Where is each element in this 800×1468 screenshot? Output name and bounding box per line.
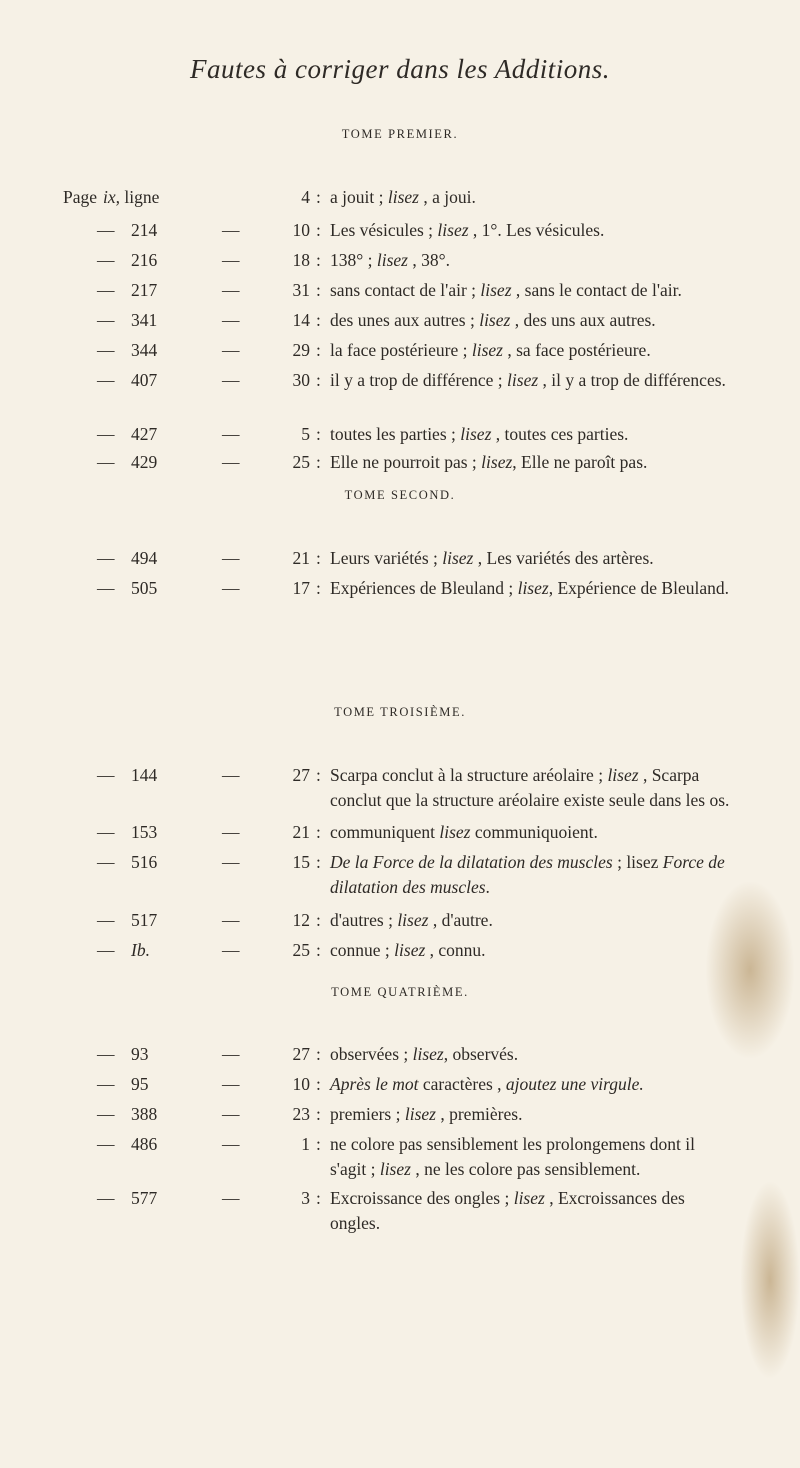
dash: —	[222, 910, 240, 930]
line-number: 30	[292, 370, 310, 390]
dash: —	[222, 1044, 240, 1064]
dash: —	[222, 940, 240, 960]
dash: —	[97, 822, 115, 842]
separator: :	[316, 852, 321, 872]
separator: :	[316, 1044, 321, 1064]
title-text: Fautes à corriger dans les Additions.	[190, 54, 610, 84]
line-number: 1	[301, 1134, 310, 1154]
separator: :	[316, 310, 321, 330]
page-number: 217	[131, 280, 158, 300]
page-number: 429	[131, 452, 158, 472]
separator: :	[316, 187, 321, 207]
correction-text: De la Force de la dilatation des muscles ; lisez Force de dilatation des muscles.	[330, 852, 725, 897]
line-number: 29	[292, 340, 310, 360]
dash: —	[97, 940, 115, 960]
line-number: 10	[292, 1074, 310, 1094]
line-number: 25	[292, 940, 310, 960]
page-number: 427	[131, 424, 158, 444]
correction-text: des unes aux autres ; lisez , des uns aux autres.	[330, 310, 656, 330]
dash: —	[97, 548, 115, 568]
dash: —	[222, 452, 240, 472]
dash: —	[97, 220, 115, 240]
dash: —	[222, 1134, 240, 1154]
separator: :	[316, 280, 321, 300]
dash: —	[222, 1104, 240, 1124]
dash: —	[97, 424, 115, 444]
separator: :	[316, 452, 321, 472]
correction-text: Leurs variétés ; lisez , Les variétés des artères.	[330, 548, 654, 568]
page-number: 153	[131, 822, 158, 842]
correction-text: Après le mot caractères , ajoutez une virgule.	[330, 1074, 644, 1094]
page-number: 95	[131, 1074, 149, 1094]
dash: —	[222, 310, 240, 330]
line-number: 5	[301, 424, 310, 444]
page-number: 516	[131, 852, 158, 872]
correction-text: connue ; lisez , connu.	[330, 940, 486, 960]
dash: —	[97, 578, 115, 598]
page-number: 505	[131, 578, 158, 598]
correction-text: sans contact de l'air ; lisez , sans le contact de l'air.	[330, 280, 682, 300]
page-number: 407	[131, 370, 158, 390]
separator: :	[316, 910, 321, 930]
line-number: 18	[292, 250, 310, 270]
line-number: 25	[292, 452, 310, 472]
page-number: 344	[131, 340, 158, 360]
section-heading: TOME SECOND.	[344, 488, 456, 502]
correction-text: Scarpa conclut à la structure aréolaire ; lisez , Scarpa conclut que la structure aréolaire existe seule dans les os.	[330, 765, 730, 810]
age-stain	[705, 880, 795, 1060]
dash: —	[97, 250, 115, 270]
dash: —	[97, 1044, 115, 1064]
separator: :	[316, 822, 321, 842]
dash: —	[222, 765, 240, 785]
dash: —	[97, 452, 115, 472]
line-number: 31	[292, 280, 310, 300]
separator: :	[316, 1188, 321, 1208]
age-stain	[740, 1180, 800, 1380]
line-number: 3	[301, 1188, 310, 1208]
separator: :	[316, 220, 321, 240]
dash: —	[222, 548, 240, 568]
correction-text: toutes les parties ; lisez , toutes ces parties.	[330, 424, 629, 444]
dash: —	[97, 1104, 115, 1124]
page-number: 494	[131, 548, 158, 568]
line-number: 21	[292, 548, 310, 568]
page-number: 216	[131, 250, 158, 270]
dash: —	[222, 1074, 240, 1094]
page-title	[0, 54, 800, 85]
correction-text: Les vésicules ; lisez , 1°. Les vésicules.	[330, 220, 605, 240]
correction-text: communiquent lisez communiquoient.	[330, 822, 598, 842]
dash: —	[97, 280, 115, 300]
line-number: 23	[292, 1104, 310, 1124]
page-number: 388	[131, 1104, 158, 1124]
dash: —	[97, 340, 115, 360]
dash: —	[222, 280, 240, 300]
separator: :	[316, 1104, 321, 1124]
dash: —	[97, 1074, 115, 1094]
dash: —	[222, 250, 240, 270]
line-number: 27	[292, 1044, 310, 1064]
dash: —	[222, 852, 240, 872]
line-number: 27	[292, 765, 310, 785]
line-number: 10	[292, 220, 310, 240]
page-number: 577	[131, 1188, 158, 1208]
page-number: 486	[131, 1134, 158, 1154]
page-number: 214	[131, 220, 158, 240]
dash: —	[97, 910, 115, 930]
separator: :	[316, 940, 321, 960]
page-number: ix, ligne	[103, 187, 160, 207]
correction-text: ne colore pas sensiblement les prolongemens dont il s'agit ; lisez , ne les colore pas sensiblement.	[330, 1134, 695, 1179]
separator: :	[316, 424, 321, 444]
separator: :	[316, 370, 321, 390]
page-number: 144	[131, 765, 158, 785]
line-number: 12	[292, 910, 310, 930]
page-prefix: Page	[63, 187, 98, 207]
dash: —	[97, 310, 115, 330]
line-number: 21	[292, 822, 310, 842]
page-number: Ib.	[131, 940, 150, 960]
correction-text: Elle ne pourroit pas ; lisez, Elle ne paroît pas.	[330, 452, 648, 472]
separator: :	[316, 765, 321, 785]
page-number: 517	[131, 910, 158, 930]
separator: :	[316, 250, 321, 270]
separator: :	[316, 340, 321, 360]
line-number: 14	[292, 310, 310, 330]
section-heading: TOME PREMIER.	[341, 127, 459, 141]
dash: —	[222, 340, 240, 360]
correction-text: Excroissance des ongles ; lisez , Excroissances des ongles.	[330, 1188, 685, 1233]
correction-text: 138° ; lisez , 38°.	[330, 250, 450, 270]
dash: —	[97, 852, 115, 872]
dash: —	[222, 424, 240, 444]
line-number: 4	[301, 187, 310, 207]
dash: —	[222, 822, 240, 842]
correction-text: d'autres ; lisez , d'autre.	[330, 910, 493, 930]
dash: —	[222, 220, 240, 240]
separator: :	[316, 578, 321, 598]
dash: —	[97, 765, 115, 785]
page-number: 341	[131, 310, 158, 330]
correction-text: premiers ; lisez , premières.	[330, 1104, 523, 1124]
separator: :	[316, 548, 321, 568]
dash: —	[222, 370, 240, 390]
dash: —	[97, 1134, 115, 1154]
correction-text: observées ; lisez, observés.	[330, 1044, 519, 1064]
dash: —	[222, 578, 240, 598]
correction-text: Expériences de Bleuland ; lisez, Expérience de Bleuland.	[330, 578, 729, 598]
line-number: 15	[292, 852, 310, 872]
correction-text: il y a trop de différence ; lisez , il y a trop de différences.	[330, 370, 726, 390]
dash: —	[222, 1188, 240, 1208]
separator: :	[316, 1074, 321, 1094]
line-number: 17	[292, 578, 310, 598]
section-heading: TOME TROISIÈME.	[334, 705, 466, 719]
dash: —	[97, 370, 115, 390]
section-heading: TOME QUATRIÈME.	[331, 985, 469, 999]
page-number: 93	[131, 1044, 149, 1064]
correction-text: la face postérieure ; lisez , sa face postérieure.	[330, 340, 651, 360]
dash: —	[97, 1188, 115, 1208]
separator: :	[316, 1134, 321, 1154]
correction-text: a jouit ; lisez , a joui.	[330, 187, 476, 207]
